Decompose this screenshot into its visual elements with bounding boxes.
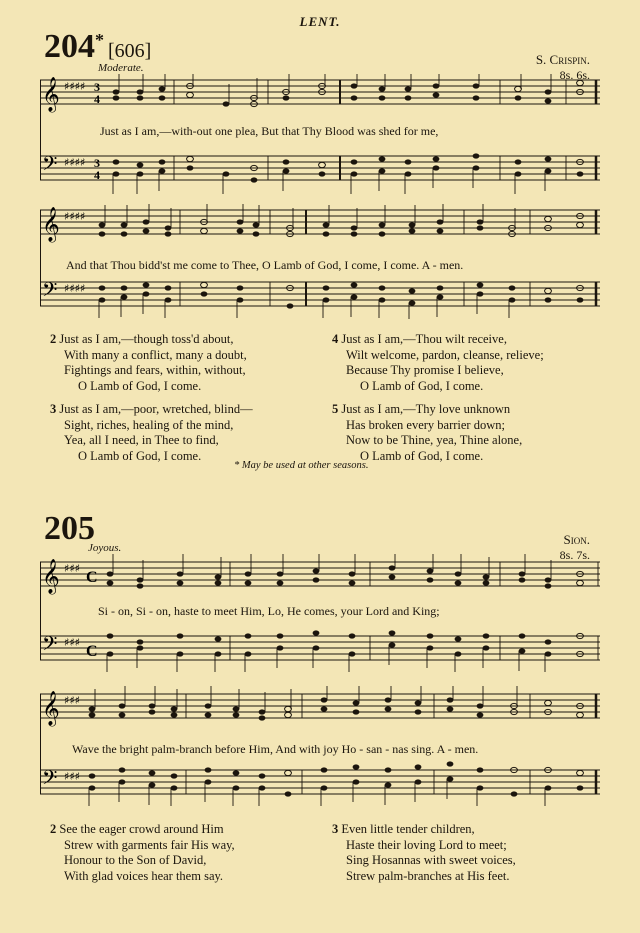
stanza-number: 2 xyxy=(50,332,57,346)
stanza-204-2 xyxy=(50,332,247,394)
svg-text:♯♯♯♯: ♯♯♯♯ xyxy=(64,210,86,223)
stanza-line: Just as I am,—Thou wilt receive, xyxy=(341,332,507,346)
svg-text:♯♯♯: ♯♯♯ xyxy=(64,562,80,575)
stanza-line: Has broken every barrier down; xyxy=(346,417,505,432)
stanza-line: With many a conflict, many a doubt, xyxy=(64,347,247,362)
stanza-line: O Lamb of God, I come. xyxy=(78,448,202,463)
stanza-line: Just as I am,—though toss'd about, xyxy=(59,332,234,346)
stanza-number: 3 xyxy=(50,402,57,416)
hymn-ref: [606] xyxy=(108,40,152,62)
stanza-number: 4 xyxy=(332,332,339,346)
svg-text:3: 3 xyxy=(94,156,100,170)
stanza-line: Just as I am,—Thy love unknown xyxy=(341,402,511,416)
svg-text:♯♯♯: ♯♯♯ xyxy=(64,694,80,707)
svg-text:♯♯♯: ♯♯♯ xyxy=(64,636,80,649)
hymn-204-heading xyxy=(44,30,151,64)
svg-text:𝄞: 𝄞 xyxy=(42,691,60,726)
stanza-line: Sing Hosannas with sweet voices, xyxy=(346,853,516,867)
stanza-line: Honour to the Son of David, xyxy=(64,853,207,867)
footnote: * May be used at other seasons. xyxy=(234,460,369,471)
svg-text:𝄢: 𝄢 xyxy=(42,632,58,660)
svg-text:𝄢: 𝄢 xyxy=(42,278,58,306)
tempo-marking: Joyous. xyxy=(88,542,122,554)
tune-name: Sion. xyxy=(563,532,590,547)
stanza-204-3 xyxy=(50,402,253,464)
stanza-line: Sight, riches, healing of the mind, xyxy=(64,417,234,432)
hymn-asterisk: * xyxy=(95,30,104,50)
svg-text:♯♯♯♯: ♯♯♯♯ xyxy=(64,80,86,93)
svg-text:C: C xyxy=(86,569,98,586)
svg-text:𝄞: 𝄞 xyxy=(42,207,60,242)
stanza-line: O Lamb of God, I come. xyxy=(360,448,484,463)
lyric-line-205-1: Si - on, Si - on, haste to meet Him, Lo, He comes, your Lord and King; xyxy=(98,604,440,618)
stanza-line: Even little tender children, xyxy=(341,822,475,836)
stanza-line: Because Thy promise I believe, xyxy=(346,363,504,377)
tune-name: S. Crispin. xyxy=(535,52,590,67)
stanza-line: Strew palm-branches at His feet. xyxy=(346,868,510,883)
stanza-line: Now to be Thine, yea, Thine alone, xyxy=(346,433,523,447)
stanza-number: 5 xyxy=(332,402,339,416)
svg-text:𝄢: 𝄢 xyxy=(42,766,58,794)
stanza-line: See the eager crowd around Him xyxy=(59,822,224,836)
svg-text:3: 3 xyxy=(94,80,100,94)
hymn-number: 204 xyxy=(44,28,95,65)
stanza-line: With glad voices hear them say. xyxy=(64,868,224,883)
stanza-204-4 xyxy=(332,332,544,394)
stanza-line: O Lamb of God, I come. xyxy=(360,378,484,393)
stanza-205-3 xyxy=(332,822,516,884)
stanza-line: Wilt welcome, pardon, cleanse, relieve; xyxy=(346,347,544,362)
svg-text:♯♯♯♯: ♯♯♯♯ xyxy=(64,282,86,295)
svg-text:𝄞: 𝄞 xyxy=(42,77,60,112)
stanza-line: Just as I am,—poor, wretched, blind— xyxy=(59,402,253,416)
tune-meter: 8s. 7s. xyxy=(559,548,590,562)
lyric-line-204-1: Just as I am,—with-out one plea, But that Thy Blood was shed for me, xyxy=(100,124,439,138)
tempo-marking: Moderate. xyxy=(98,62,144,74)
stanza-line: Strew with garments fair His way, xyxy=(64,837,235,852)
stanza-line: Haste their loving Lord to meet; xyxy=(346,837,507,852)
stanza-line: Fightings and fears, within, without, xyxy=(64,363,246,377)
stanza-line: Yea, all I need, in Thee to find, xyxy=(64,433,219,447)
lyric-line-204-2: And that Thou bidd'st me come to Thee, O Lamb of God, I come, I come. A - men. xyxy=(66,258,464,272)
lyric-line-205-2: Wave the bright palm-branch before Him, And with joy Ho - san - nas sing. A - men. xyxy=(72,742,479,756)
stanza-205-2 xyxy=(50,822,235,884)
hymn-number: 205 xyxy=(44,510,95,547)
svg-text:♯♯♯♯: ♯♯♯♯ xyxy=(64,156,86,169)
stanza-number: 3 xyxy=(332,822,339,836)
svg-text:4: 4 xyxy=(94,168,100,182)
tune-meter: 8s. 6s. xyxy=(559,68,590,82)
svg-text:♯♯♯: ♯♯♯ xyxy=(64,770,80,783)
svg-text:C: C xyxy=(86,643,98,660)
page-header: LENT. xyxy=(299,14,341,29)
stanza-line: O Lamb of God, I come. xyxy=(78,378,202,393)
svg-text:𝄞: 𝄞 xyxy=(42,559,60,594)
stanza-number: 2 xyxy=(50,822,57,836)
svg-text:4: 4 xyxy=(94,92,100,106)
stanza-204-5 xyxy=(332,402,522,464)
svg-text:𝄢: 𝄢 xyxy=(42,152,58,180)
